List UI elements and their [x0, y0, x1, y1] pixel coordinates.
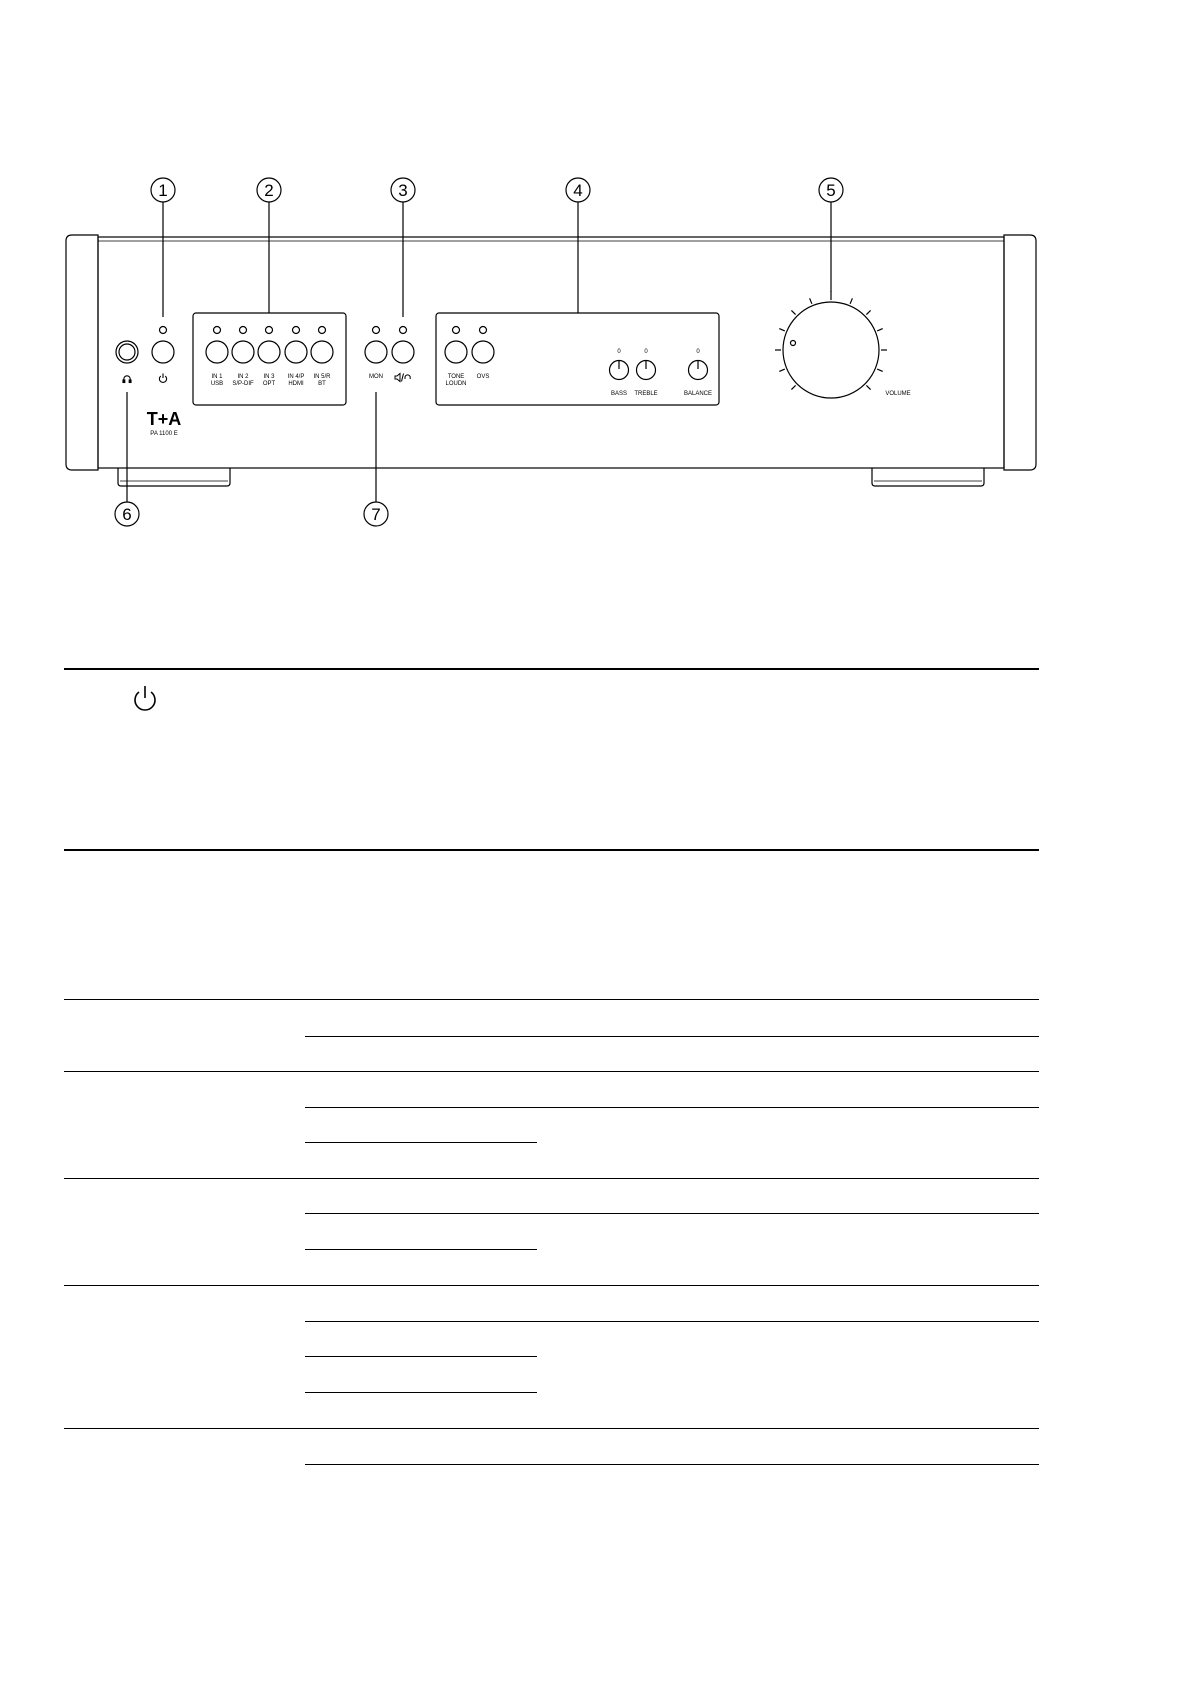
- input-1-label: IN 1: [211, 374, 223, 380]
- input-2-label: IN 2: [237, 374, 249, 380]
- brand-logo: T+A: [146, 409, 182, 429]
- table-rule: [64, 1285, 1039, 1286]
- power-icon: [130, 684, 160, 714]
- input-2-sublabel: S/P-DIF: [232, 381, 254, 387]
- table-rule: [305, 1142, 537, 1143]
- volume-tick: [791, 385, 795, 389]
- volume-label: VOLUME: [885, 391, 911, 397]
- treble-label: TREBLE: [634, 391, 658, 397]
- table-rule: [305, 1036, 1039, 1037]
- tone-label: TONE: [447, 374, 465, 380]
- volume-knob: [783, 302, 879, 398]
- tone-panel: [436, 313, 719, 405]
- table-rule: [305, 1321, 1039, 1322]
- left-handle: [66, 235, 98, 470]
- callout-6-number: 6: [122, 505, 132, 524]
- input-3-label: IN 3: [263, 374, 275, 380]
- input-button-5: [311, 341, 333, 363]
- volume-tick: [810, 298, 812, 304]
- bass-value: 0: [617, 349, 621, 355]
- table-rule: [305, 1392, 537, 1393]
- callout-5-number: 5: [826, 181, 836, 200]
- output-button: [392, 341, 414, 363]
- left-foot: [118, 468, 230, 486]
- power-button: [152, 341, 174, 363]
- volume-tick: [779, 369, 785, 371]
- mon-led: [373, 327, 380, 334]
- input-5-sublabel: BT: [318, 381, 326, 387]
- input-4-label: IN 4/P: [287, 374, 305, 380]
- table-rule: [305, 1464, 1039, 1465]
- volume-tick: [791, 310, 795, 314]
- bass-label: BASS: [610, 391, 628, 397]
- input-button-1: [206, 341, 228, 363]
- input-1-sublabel: USB: [210, 381, 224, 387]
- volume-tick: [850, 298, 852, 304]
- model-label: PA 1100 E: [150, 431, 178, 437]
- volume-tick: [866, 385, 870, 389]
- right-handle: [1004, 235, 1036, 470]
- table-rule: [64, 668, 1039, 670]
- table-rule: [64, 1178, 1039, 1179]
- callout-3-number: 3: [398, 181, 408, 200]
- table-rule: [305, 1249, 537, 1250]
- table-rule: [64, 849, 1039, 851]
- volume-marker: [791, 341, 796, 346]
- right-foot: [872, 468, 984, 486]
- table-rule: [64, 1428, 1039, 1429]
- output-led: [400, 327, 407, 334]
- tone-button: [445, 341, 467, 363]
- input-buttons: [206, 341, 333, 363]
- callout-7-number: 7: [371, 505, 381, 524]
- tone-led: [453, 327, 460, 334]
- input-5-label: IN 5/R: [313, 374, 331, 380]
- chassis-body: [98, 237, 1004, 468]
- volume-tick: [877, 329, 883, 331]
- table-rule: [305, 1107, 1039, 1108]
- headphone-icon: [123, 376, 131, 383]
- input-4-sublabel: HDMI: [288, 381, 304, 387]
- callout-1-number: 1: [158, 181, 168, 200]
- callout-2-number: 2: [264, 181, 274, 200]
- volume-tick: [779, 329, 785, 331]
- mon-button: [365, 341, 387, 363]
- table-rule: [305, 1356, 537, 1357]
- input-button-3: [258, 341, 280, 363]
- volume-tick: [877, 369, 883, 371]
- front-panel-diagram: [0, 0, 1109, 560]
- balance-value: 0: [696, 349, 700, 355]
- ovs-led: [480, 327, 487, 334]
- input-leds: [214, 327, 326, 334]
- power-led: [160, 327, 167, 334]
- callout-4-number: 4: [573, 181, 583, 200]
- ovs-button: [472, 341, 494, 363]
- table-rule: [64, 999, 1039, 1000]
- table-rule: [305, 1213, 1039, 1214]
- input-button-4: [285, 341, 307, 363]
- ovs-label: OVS: [476, 374, 490, 380]
- volume-tick: [866, 310, 870, 314]
- loudness-label: LOUDN: [445, 381, 467, 387]
- power-symbol-icon: [159, 374, 166, 383]
- input-button-2: [232, 341, 254, 363]
- table-rule: [64, 1071, 1039, 1072]
- treble-value: 0: [644, 349, 648, 355]
- balance-label: BALANCE: [683, 391, 713, 397]
- input-3-sublabel: OPT: [262, 381, 276, 387]
- speaker-headphone-icon: [395, 374, 410, 382]
- mon-label: MON: [369, 374, 383, 380]
